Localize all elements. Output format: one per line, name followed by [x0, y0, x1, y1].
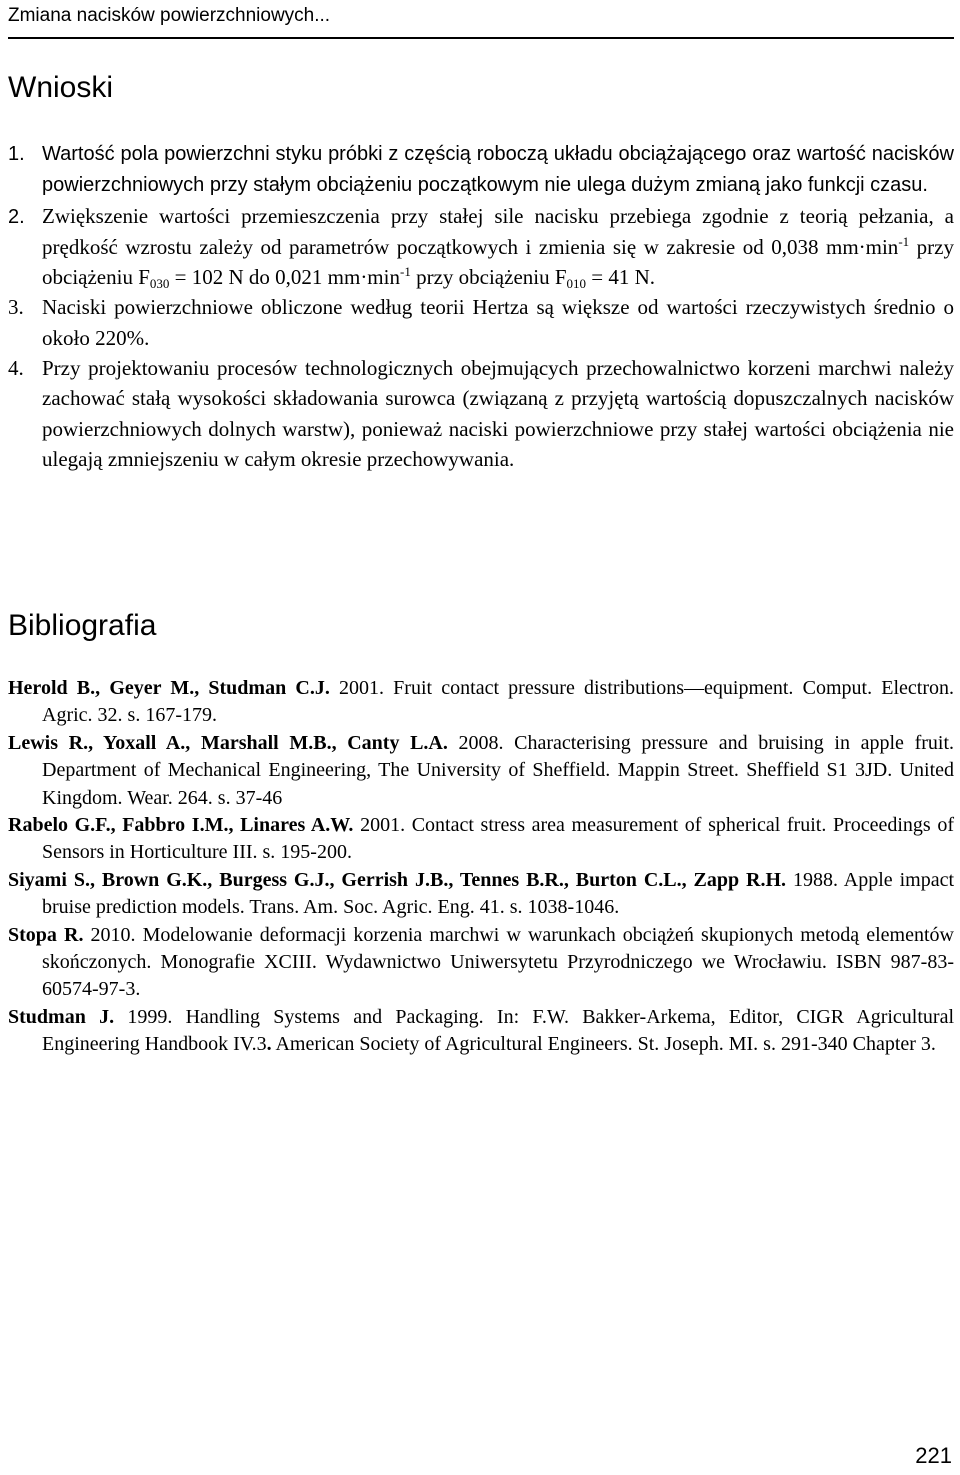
- conclusion-text: Wartość pola powierzchni styku próbki z częścią roboczą układu obciążającego oraz wartość nacisków powierzchniowych przy stałym obciążeniu początkowym nie ulega dużym zmianą jako funkcji czasu.: [42, 143, 954, 197]
- bib-entry: [8, 675, 954, 730]
- conclusion-number: 4.: [8, 356, 24, 381]
- bib-authors: Rabelo G.F., Fabbro I.M., Linares A.W.: [8, 814, 354, 837]
- bib-text: 1999. Handling Systems and Packaging. In: F.W. Bakker-Arkema, Editor, CIGR Agricultural Engineering Handbook IV.3: [42, 1005, 955, 1056]
- bib-entry: [8, 730, 954, 812]
- bib-text: 1988. Apple impact bruise prediction models. Trans. Am. Soc. Agric. Eng. 41. s. 1038-1046.: [42, 868, 955, 919]
- conclusions-heading: Wnioski: [8, 71, 114, 104]
- bib-entry: [8, 812, 954, 867]
- superscript: -1: [898, 233, 910, 249]
- conclusions-list: [8, 138, 954, 474]
- bib-text: 2001. Contact stress area measurement of spherical fruit. Proceedings of Sensors in Horticulture III. s. 195-200.: [42, 814, 954, 864]
- bib-entry: [8, 1004, 954, 1059]
- conclusion-number: 3.: [8, 295, 24, 320]
- conclusion-text: Zwiększenie wartości przemieszczenia przy stałej sile nacisku przebiega zgodnie z teorią pełzania, a prędkość wzrostu zależy od parametrów początkowych i zmienia się w zakresie od 0,038 mm·min: [42, 203, 954, 259]
- conclusion-text: przy obciążeniu F: [410, 265, 567, 290]
- bib-authors: Herold B., Geyer M., Studman C.J.: [8, 677, 330, 699]
- bib-bold-dot: .: [266, 1033, 272, 1056]
- conclusion-item-2: [8, 201, 954, 293]
- conclusion-text: Przy projektowaniu procesów technologicznych obejmujących przechowalnictwo korzeni marchwi należy zachować stałą wysokości składowania surowca (związaną z przyjętą wartością dopuszczalnych nacisków powierzchniowych dolnych warstw), ponieważ naciski powierzchniowe przy stałej wartości obciążenia nie ulegają zmniejszeniu w całym okresie przechowywania.: [42, 356, 954, 471]
- subscript: 010: [566, 276, 587, 292]
- conclusion-number: 2.: [8, 205, 25, 228]
- bib-authors: Lewis R., Yoxall A., Marshall M.B., Canty L.A.: [8, 731, 448, 754]
- header-rule: [8, 37, 954, 39]
- bibliography-list: [8, 675, 954, 1059]
- bib-text: 2010. Modelowanie deformacji korzenia marchwi w warunkach obciążeń skupionych metodą elementów skończonych. Monografie XCIII. Wydawnictwo Uniwersytetu Przyrodniczego we Wrocławiu. ISBN 987-83-60574-97-3.: [42, 923, 954, 1001]
- conclusion-item-1: [8, 138, 954, 201]
- bib-entry: [8, 867, 954, 922]
- running-title: Zmiana nacisków powierzchniowych...: [8, 5, 331, 26]
- bib-authors: Stopa R.: [8, 923, 84, 946]
- conclusion-text: = 102 N do 0,021 mm·min: [169, 265, 400, 290]
- conclusion-text: = 41 N.: [586, 265, 656, 290]
- bib-text: 2008. Characterising pressure and bruising in apple fruit. Department of Mechanical Engineering, The University of Sheffield. Mappin Street. Sheffield S1 3JD. United Kingdom. Wear. 264. s. 37-46: [42, 731, 954, 809]
- bib-authors: Siyami S., Brown G.K., Burgess G.J., Gerrish J.B., Tennes B.R., Burton C.L., Zapp R.H.: [8, 868, 787, 891]
- bibliography-heading: Bibliografia: [8, 609, 157, 642]
- bib-text: American Society of Agricultural Engineers. St. Joseph. MI. s. 291-340 Chapter 3.: [271, 1033, 936, 1056]
- page-number: 221: [915, 1443, 952, 1468]
- conclusion-item-3: [8, 292, 954, 353]
- bib-authors: Studman J.: [8, 1005, 115, 1028]
- conclusion-text: Naciski powierzchniowe obliczone według teorii Hertza są większe od wartości rzeczywistych średnio o około 220%.: [42, 295, 954, 350]
- conclusion-number: 1.: [8, 143, 25, 165]
- conclusion-item-4: [8, 353, 954, 474]
- conclusion-text: przy obciążeniu F: [42, 234, 954, 290]
- bib-entry: [8, 922, 954, 1004]
- subscript: 030: [149, 276, 170, 292]
- bib-text: 2001. Fruit contact pressure distributions—equipment. Comput. Electron. Agric. 32. s. 167-179.: [42, 677, 954, 727]
- superscript: -1: [399, 264, 411, 280]
